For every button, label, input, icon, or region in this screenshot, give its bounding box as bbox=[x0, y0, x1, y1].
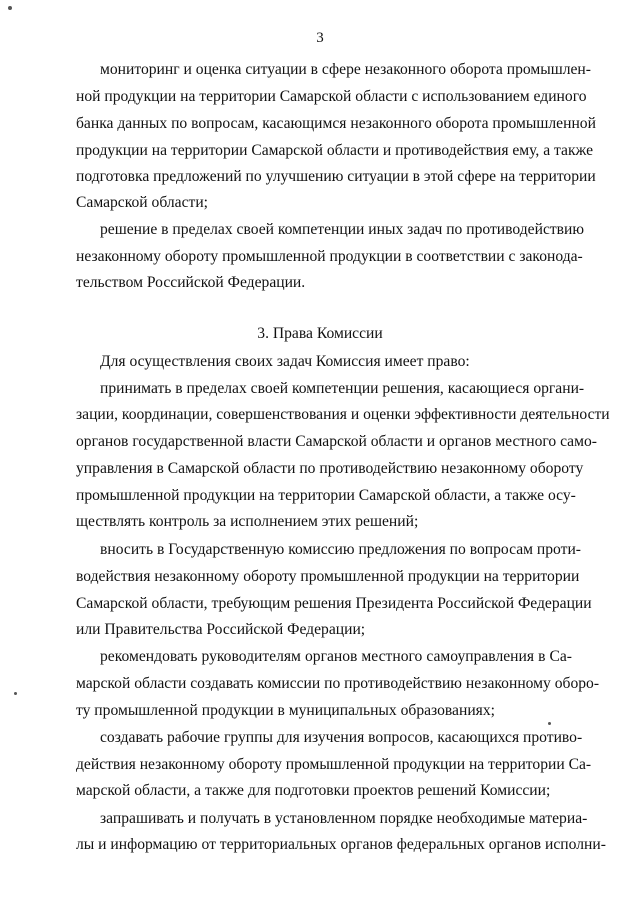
text-line: тельством Российской Федерации. bbox=[76, 274, 306, 291]
text-line: решение в пределах своей компетенции иных задач по противодействию bbox=[100, 221, 585, 238]
scan-speck bbox=[14, 692, 17, 695]
text-line: вносить в Государственную комиссию предложения по вопросам проти- bbox=[100, 541, 581, 558]
text-line: принимать в пределах своей компетенции решения, касающиеся органи- bbox=[100, 380, 585, 397]
text-line: рекомендовать руководителям органов местного самоуправления в Са- bbox=[100, 648, 572, 665]
text-line: лы и информацию от территориальных органов федеральных органов исполни- bbox=[76, 836, 606, 853]
page-number: 3 bbox=[316, 30, 324, 46]
text-line: банка данных по вопросам, касающимся незаконного оборота промышленной bbox=[76, 115, 596, 132]
text-line: Для осуществления своих задач Комиссия имеет право: bbox=[100, 353, 470, 370]
text-line: или Правительства Российской Федерации; bbox=[76, 621, 366, 638]
text-line: мониторинг и оценка ситуации в сфере незаконного оборота промышлен- bbox=[100, 61, 591, 78]
scan-speck bbox=[548, 722, 551, 725]
text-line: Самарской области, требующим решения Президента Российской Федерации bbox=[76, 595, 592, 612]
text-line: водействия незаконному обороту промышленной продукции на территории bbox=[76, 568, 580, 585]
text-line: запрашивать и получать в установленном порядке необходимые материа- bbox=[100, 810, 588, 827]
text-line: марской области создавать комиссии по противодействию незаконному оборо- bbox=[76, 675, 600, 692]
text-line: действия незаконному обороту промышленной продукции на территории Са- bbox=[76, 756, 592, 773]
text-line: Самарской области; bbox=[76, 194, 209, 211]
text-line: незаконному обороту промышленной продукции в соответствии с законода- bbox=[76, 248, 583, 265]
scan-speck bbox=[8, 6, 12, 10]
text-line: ной продукции на территории Самарской области с использованием единого bbox=[76, 88, 587, 105]
text-line: продукции на территории Самарской области и противодействия ему, а также bbox=[76, 142, 594, 159]
text-line: управления в Самарской области по противодействию незаконному обороту bbox=[76, 460, 584, 477]
text-line: органов государственной власти Самарской области и органов местного само- bbox=[76, 433, 597, 450]
text-line: ществлять контроль за исполнением этих решений; bbox=[76, 513, 419, 530]
text-line: марской области, а также для подготовки проектов решений Комиссии; bbox=[76, 782, 551, 799]
text-line: зации, координации, совершенствования и оценки эффективности деятельности bbox=[76, 406, 610, 423]
text-line: ту промышленной продукции в муниципальных образованиях; bbox=[76, 702, 495, 719]
section-heading: 3. Права Комиссии bbox=[257, 325, 383, 342]
text-line: промышленной продукции на территории Самарской области, а также осу- bbox=[76, 487, 576, 504]
text-line: создавать рабочие группы для изучения вопросов, касающихся противо- bbox=[100, 729, 583, 746]
text-line: подготовка предложений по улучшению ситуации в этой сфере на территории bbox=[76, 168, 596, 185]
